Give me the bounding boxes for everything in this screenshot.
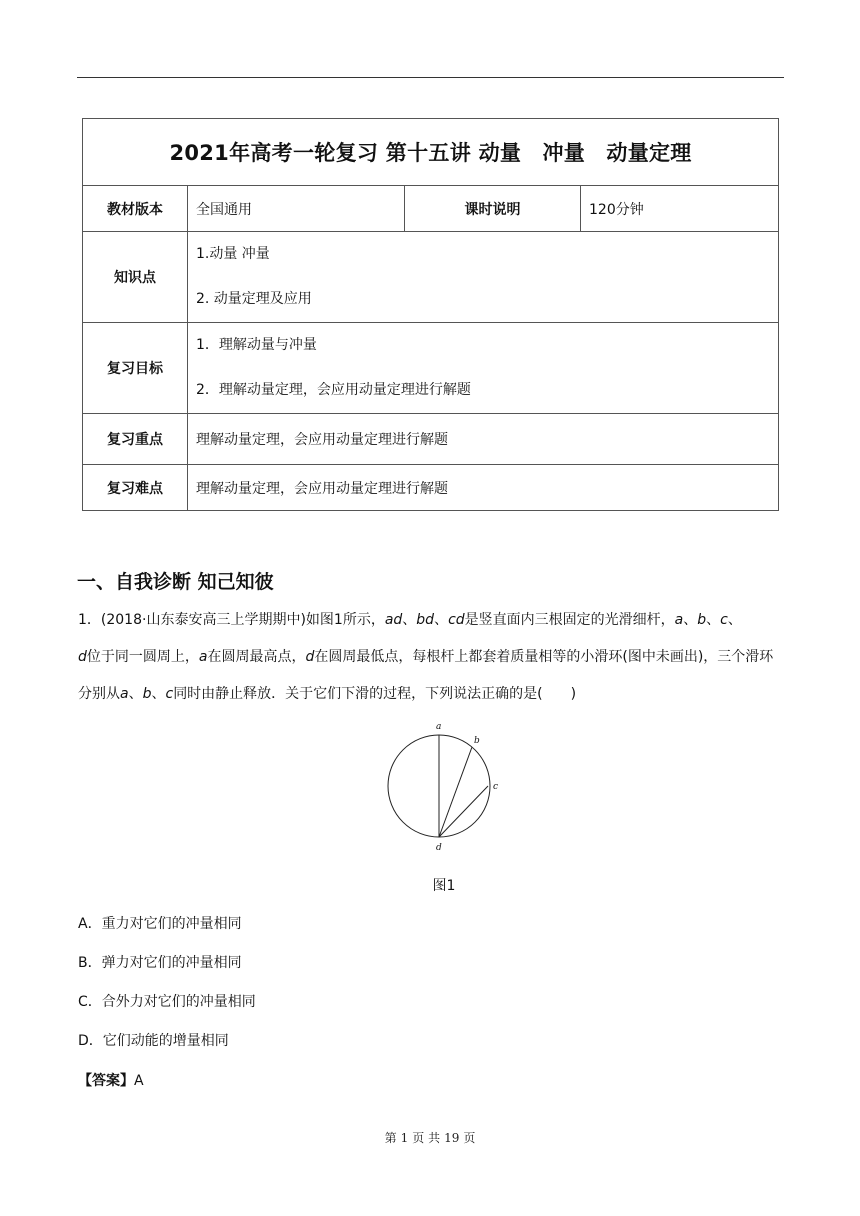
footer-mid: 页 共	[412, 1131, 441, 1145]
var-a: a	[674, 612, 684, 628]
answer-label: 【答案】	[78, 1073, 134, 1089]
option-c: C．合外力对它们的冲量相同	[78, 994, 256, 1010]
edition-label: 教材版本	[83, 186, 188, 232]
option-d: D．它们动能的增量相同	[78, 1033, 229, 1049]
separator: 、	[434, 612, 449, 628]
separator: 、	[128, 686, 143, 702]
course-info-table	[82, 118, 779, 511]
goal-item: 1．理解动量与冲量	[196, 337, 317, 353]
question-part: 位于同一圆周上，	[86, 649, 199, 665]
separator: 、	[402, 612, 417, 628]
separator: 、	[151, 686, 166, 702]
question-part: 在圆周最高点，	[207, 649, 306, 665]
question-part: 同时由静止释放．关于它们下滑的过程，下列说法正确的是( )	[173, 686, 577, 702]
footer-prefix: 第	[384, 1131, 397, 1145]
option-b: B．弹力对它们的冲量相同	[78, 955, 242, 971]
var-ad: ad	[384, 612, 403, 628]
var-d: d	[78, 649, 87, 665]
footer-total-pages: 19	[444, 1131, 460, 1145]
var-b: b	[142, 686, 152, 702]
question-part: 1．(2018·山东泰安高三上学期期中)如图1所示，	[78, 612, 385, 628]
question-part: 是竖直面内三根固定的光滑细杆，	[464, 612, 675, 628]
page-footer	[0, 1129, 860, 1146]
separator: 、	[727, 612, 742, 628]
var-a: a	[120, 686, 129, 702]
answer	[78, 1070, 144, 1090]
question-text	[78, 602, 784, 713]
goals-label: 复习目标	[83, 323, 188, 414]
var-bd: bd	[416, 612, 435, 628]
var-b: b	[697, 612, 707, 628]
rod-cd	[439, 786, 488, 837]
figure-caption: 图1	[432, 878, 456, 894]
separator: 、	[683, 612, 698, 628]
answer-value: A	[134, 1073, 144, 1089]
difficulty-value: 理解动量定理，会应用动量定理进行解题	[188, 465, 779, 511]
knowledge-item: 2. 动量定理及应用	[196, 291, 312, 307]
circle-rods-figure	[385, 716, 505, 856]
knowledge-label: 知识点	[83, 232, 188, 323]
document-title: 2021年高考一轮复习 第十五讲 动量 冲量 动量定理	[83, 119, 779, 186]
header-rule	[77, 77, 784, 78]
option-a: A．重力对它们的冲量相同	[78, 916, 242, 932]
footer-suffix: 页	[463, 1131, 476, 1145]
goal-item: 2．理解动量定理，会应用动量定理进行解题	[196, 382, 471, 398]
point-label-b: b	[474, 736, 480, 746]
separator: 、	[706, 612, 721, 628]
var-a: a	[198, 649, 208, 665]
focus-label: 复习重点	[83, 414, 188, 465]
section-heading: 一、自我诊断 知己知彼	[77, 571, 274, 593]
knowledge-list	[188, 232, 779, 323]
duration-value: 120分钟	[581, 186, 779, 232]
var-cd: cd	[448, 612, 465, 628]
edition-value: 全国通用	[188, 186, 405, 232]
var-d: d	[305, 649, 315, 665]
knowledge-item: 1.动量 冲量	[196, 246, 270, 262]
duration-label: 课时说明	[405, 186, 581, 232]
footer-page-number: 1	[400, 1131, 409, 1145]
question-part: 在圆周最低点，每根杆上都套着质量相等的小滑环(图中未画出)，三个滑环分别从	[78, 649, 774, 702]
var-c: c	[165, 686, 174, 702]
difficulty-label: 复习难点	[83, 465, 188, 511]
var-c: c	[720, 612, 728, 628]
point-label-d: d	[436, 843, 442, 853]
rod-bd	[439, 747, 472, 837]
focus-value: 理解动量定理，会应用动量定理进行解题	[188, 414, 779, 465]
point-label-c: c	[493, 782, 499, 792]
goals-list	[188, 323, 779, 414]
point-label-a: a	[436, 722, 442, 732]
